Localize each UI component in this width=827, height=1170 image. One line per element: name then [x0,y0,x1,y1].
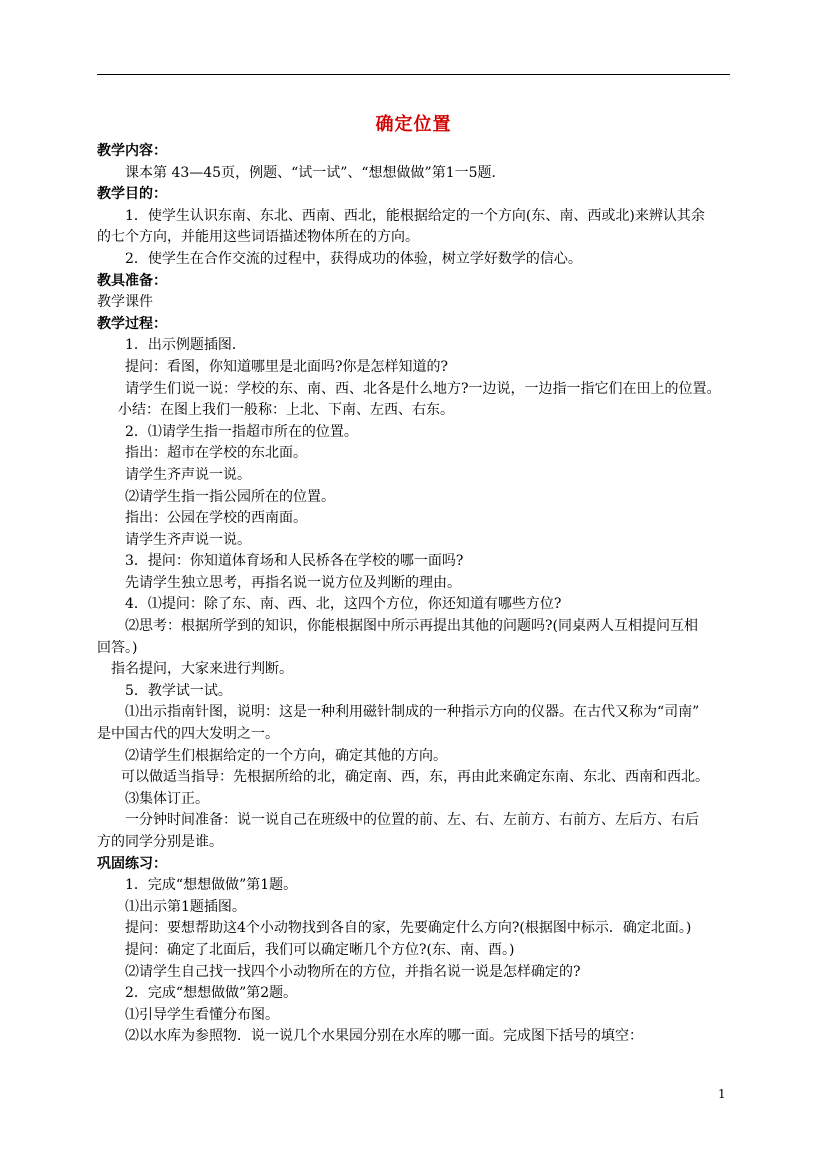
text-line: 提问：看图，你知道哪里是北面吗?你是怎样知道的? [125,358,449,375]
text-line: 2．完成“想想做做”第2题。 [125,985,298,1002]
text-line: ⑴出示第1题插图。 [125,898,246,915]
section-heading: 教学目的： [97,186,167,203]
text-line: 可以做适当指导：先根据所给的北，确定南、西，东，再由此来确定东南、东北、西南和西北。 [121,769,709,786]
text-line: 小结：在图上我们一般称：上北、下南、左西、右东。 [118,402,454,419]
text-line: 请学生们说一说：学校的东、南、西、北各是什么地方?一边说，一边指一指它们在田上的位置。 [125,380,721,397]
text-line: 回答。) [97,639,138,656]
header-rule [97,74,730,75]
text-line: ⑵请学生们根据给定的一个方向，确定其他的方向。 [125,747,447,764]
text-line: 1．完成“想想做做”第1题。 [125,877,298,894]
text-line: 提问：要想帮助这4个小动物找到各自的家，先要确定什么方向?(根据图中标示．确定北面。) [125,920,692,937]
text-line: 方的同学分别是谁。 [97,834,223,850]
text-line: 4．⑴提问：除了东、南、西、北，这四个方位，你还知道有哪些方位? [125,596,562,613]
text-line: 1．使学生认识东南、东北、西南、西北，能根据给定的一个方向(东、南、西或北)来辨认其余 [125,207,705,224]
text-line: 指名提问，大家来进行判断。 [111,661,293,678]
text-line: 的七个方向，并能用这些词语描述物体所在的方向。 [97,229,419,246]
section-heading: 教学内容： [97,143,167,159]
document-title: 确定位置 [375,114,452,135]
section-heading: 教学过程： [97,315,167,332]
text-line: 5．教学试一试。 [125,682,232,699]
text-line: 指出：超市在学校的东北面。 [125,445,307,462]
text-line: 是中国古代的四大发明之一。 [97,726,279,743]
section-heading: 教具准备： [97,272,167,289]
section-heading: 巩固练习： [97,855,167,872]
text-line: 请学生齐声说一说。 [125,531,251,548]
text-line: 3．提问：你知道体育场和人民桥各在学校的哪一面吗? [125,553,464,570]
text-line: ⑶集体订正。 [125,790,209,807]
text-line: 教学课件 [97,294,153,311]
text-line: ⑵请学生自己找一找四个小动物所在的方位，并指名说一说是怎样确定的? [125,963,581,980]
text-line: 课本第 43—45页，例题、“试一试”、“想想做做”第1一5题． [125,164,506,181]
text-line: 1．出示例题插图． [125,337,246,354]
text-line: 2．使学生在合作交流的过程中，获得成功的体验，树立学好数学的信心。 [125,250,582,267]
text-line: ⑴出示指南针图，说明：这是一种利用磁针制成的一种指示方向的仪器。在古代又称为“司南” [125,704,700,721]
page-number: 1 [718,1087,726,1101]
text-line: 2．⑴请学生指一指超市所在的位置。 [125,423,358,440]
text-line: ⑵思考：根据所学到的知识，你能根据图中所示再提出其他的问题吗?(同桌两人互相提问互相 [125,618,698,635]
text-line: 请学生齐声说一说。 [125,466,251,483]
text-line: ⑵以水库为参照物．说一说几个水果园分别在水库的哪一面。完成图下括号的填空： [125,1028,643,1045]
text-line: ⑵请学生指一指公园所在的位置。 [125,488,335,505]
text-line: 指出：公园在学校的西南面。 [125,510,307,527]
text-line: 先请学生独立思考，再指名说一说方位及判断的理由。 [125,574,461,591]
text-line: 提问：确定了北面后，我们可以确定晰几个方位?(东、南、酉。) [125,941,515,958]
document-body [97,141,737,1048]
text-line: 一分钟时间准备：说一说自己在班级中的位置的前、左、右、左前方、右前方、左后方、右后 [125,812,699,829]
text-line: ⑴引导学生看懂分布图。 [125,1006,279,1023]
